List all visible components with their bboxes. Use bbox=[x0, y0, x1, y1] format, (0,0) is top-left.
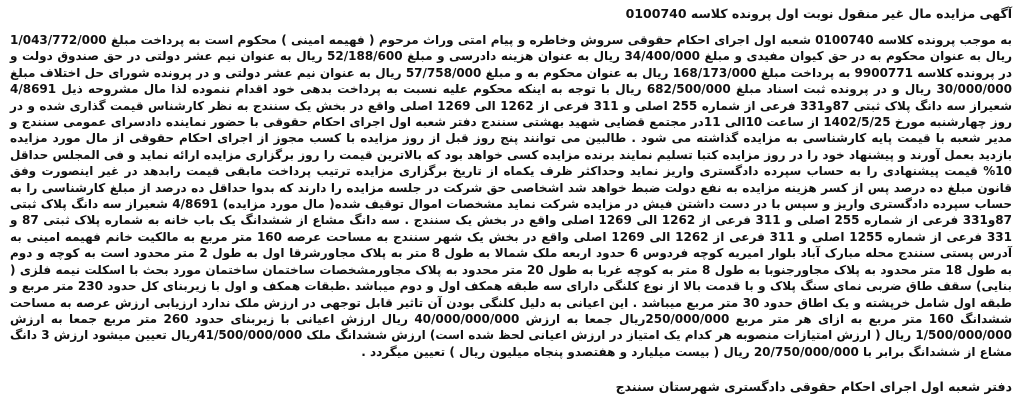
notice-title: آگهی مزایده مال غیر منقول نوبت اول پرونده کلاسه 0100740 bbox=[625, 6, 1012, 21]
notice-body: به موجب پرونده کلاسه 0100740 شعبه اول اجرای احکام حقوقی سروش وخاطره و پیام امتی وراث مرحوم ( فهیمه امینی ) محکوم است به پرداخت مبلغ 1/043/772/000 ریال به عنوان محکوم به در حق کیوان مفیدی و مبلغ 34/400/000 ریال به عنوان هزینه دادرسی و مبلغ 52/188/600 ریال به عنوان نیم عشر دولتی در حق صندوق دولت و در پرونده کلاسه 9900771 به پرداخت مبلغ 168/173/000 ریال به عنوان محکوم به و مبلغ 57/758/000 ریال به عنوان نیم عشر دولتی و در پرونده شورای حل اختلاف مبلغ 30/000/000 ریال و در پرونده ثبت اسناد مبلغ 682/500/000 ریال با توجه به اینکه محکوم علیه نسبت به پرداخت بدهی خود اقدام ننموده لذا مال مشروحه ذیل 4/8691 شعیراز سه دانگ پلاک ثبتی 87و331 فرعی از شماره 255 اصلی و 311 فرعی از 1262 الی 1269 اصلی واقع در بخش یک سنندج به نظر کارشناس قیمت گذاری شده و در روز چهارشنبه مورخ 1402/5/25 از ساعت 10الی 11در مجتمع قضایی شهید بهشتی سنندج دفتر شعبه اول اجرای احکام حقوقی با حضور نماینده دادسرای عمومی سنندج و مدیر شعبه با قیمت پایه کارشناسی به مزایده گذاشته می شود . طالبین می توانند پنج روز قبل از روز مزایده با کسب مجوز از اجرای احکام حقوقی از مال مورد مزایده بازدید بعمل آورند و پیشنهاد خود را در روز مزایده کتبا تسلیم نمایند برنده مزایده کسی خواهد بود که بالاترین قیمت را روز برگزاری مزایده ارائه نماید و فی المجلس حداقل 10% قیمت پیشنهادی را به حساب سپرده دادگستری واریز نماید وحداکثر ظرف یکماه از تاریخ برگزاری مزایده ترتیب پرداخت مابقی قیمت رابدهد در غیر اینصورت وفق قانون مبلغ ده درصد پس از کسر هزینه مزایده به نفع دولت ضبط خواهد شد اشخاصی حق شرکت در جلسه مزایده را دارند که بدوا حداقل ده درصد از مبلغ کارشناسی را به حساب سپرده دادگستری واریز و سپس با در دست داشتن فیش در مزایده شرکت نماید مشخصات اموال توقیف شده( مال مورد مزایده) 4/8691 شعیراز سه دانگ پلاک ثبتی 87و331 فرعی از شماره 255 اصلی و 311 فرعی از 1262 الی 1269 اصلی واقع در بخش یک سنندج . سه دانگ مشاع از ششدانگ یک باب خانه به شماره پلاک ثبتی 87 و 331 فرعی از شماره 1255 اصلی و 311 فرعی از 1262 الی 1269 اصلی واقع در بخش یک شهر سنندج به مساحت عرصه 160 متر مربع به مالکیت خانم فهیمه امینی به آدرس پستی سنندج محله مبارک آباد بلوار امیریه کوچه فردوس 6 حدود اربعه ملک شمالا به طول 8 متر به پلاک مجاورشرقا اول به طول 2 متر محدود است به کوچه و دوم به طول 18 متر محدود به پلاک مجاورجنوبا به طول 8 متر به کوچه غربا به طول 20 متر محدود به پلاک مجاورمشخصات ساختمان ساختمان مورد بحث با اسکلت نیمه فلزی ( بنایی) سقف طاق ضربی نمای سنگ پلاک و با قدمت بالا از نوع کلنگی دارای سه طبقه همکف اول و دوم میباشد .طبقات همکف و اول با زیربنای کل حدود 230 متر مربع و طبقه اول شامل خرپشته و یک اطاق حدود 30 متر مربع میباشد . این اعیانی به دلیل کلنگی بودن آن تاثیر قابل توجهی در ارزش ملک ندارد ارزیابی ارزش عرصه به مساحت ششدانگ 160 متر مربع به ازای هر متر مربع 250/000/000ریال جمعا به ارزش 40/000/000/000 ریال ارزش اعیانی با زیربنای حدود 260 متر مربع جمعا به ارزش 1/500/000/000 ریال ( ارزش امتیازات منصوبه هر کدام یک امتیاز در ارزش اعیانی لحظ شده است) ارزش ششدانگ ملک 41/500/000/000ریال تعیین میشود ارزش 3 دانگ مشاع از ششدانگ برابر با 20/750/000/000 ریال ( بیست میلیارد و هفتصدو پنجاه میلیون ریال ) تعیین میگردد . bbox=[10, 33, 1013, 359]
auction-notice bbox=[6, 4, 1016, 400]
notice-footer: دفتر شعبه اول اجرای احکام حقوقی دادگستری شهرستان سنندج bbox=[615, 379, 1012, 394]
